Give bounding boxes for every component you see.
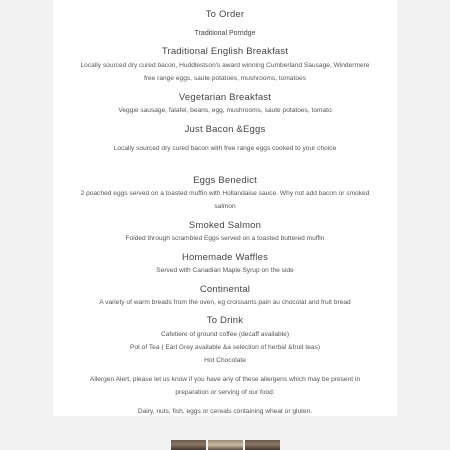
drink-coffee: Cafetiere of ground coffee (decaff available) — [160, 331, 290, 338]
item-title-continental: Continental — [199, 284, 251, 295]
allergen-alert-2: preparation or serving of our food: — [175, 389, 275, 396]
item-desc-benedict-2: salmon — [214, 203, 236, 210]
porridge-item: Traditional Porridge — [194, 30, 256, 37]
gallery-photo[interactable] — [245, 440, 280, 450]
item-desc-english-1: Locally sourced dry cured bacon, Huddlestson's award winning Cumberland Sausage, Windermere — [80, 62, 370, 69]
to-drink-heading: To Drink — [206, 315, 244, 326]
item-desc-waffles: Served with Canadian Maple Syrup on the side — [156, 267, 294, 274]
item-title-bacon-eggs: Just Bacon &Eggs — [184, 124, 266, 135]
item-title-vegetarian: Vegetarian Breakfast — [178, 92, 272, 103]
to-order-heading: To Order — [205, 9, 245, 20]
allergen-alert-1: Allergen Alert, please let us know if you have any of these allergens which may be present in — [89, 376, 361, 383]
item-desc-bacon-eggs: Locally sourced dry cured bacon with free range eggs cooked to your choice — [113, 145, 337, 152]
allergens-list: Dairy, nuts, fish, eggs or cereals containing wheat or gluten. — [137, 408, 313, 415]
item-desc-english-2: free range eggs, saute potatoes, mushrooms, tomatoes — [143, 75, 306, 82]
item-desc-vegetarian: Veggie sausage, falafel, beans, egg, mushrooms, saute potatoes, tomato — [118, 107, 332, 114]
drink-tea: Pot of Tea ( Earl Grey available &a selection of herbal &fruit teas) — [129, 344, 321, 351]
drink-hot-chocolate: Hot Chocolate — [204, 357, 246, 364]
item-desc-benedict-1: 2 poached eggs served on a toasted muffin with Hollandaise sauce. Why not add bacon or smoked — [80, 190, 370, 197]
item-title-waffles: Homemade Waffles — [181, 252, 269, 263]
item-title-english: Traditional English Breakfast — [161, 46, 289, 57]
gallery-photo[interactable] — [208, 440, 243, 450]
item-desc-continental: A variety of warm breads from the oven, eg croissants pain au chocolat and fruit bread — [99, 299, 351, 306]
item-desc-salmon: Folded through scrambled Eggs served on a toasted buttered muffin — [125, 235, 325, 242]
item-title-benedict: Eggs Benedict — [193, 175, 257, 186]
gallery-photo[interactable] — [171, 440, 206, 450]
item-title-salmon: Smoked Salmon — [188, 220, 262, 231]
photo-gallery-strip[interactable] — [171, 440, 280, 450]
